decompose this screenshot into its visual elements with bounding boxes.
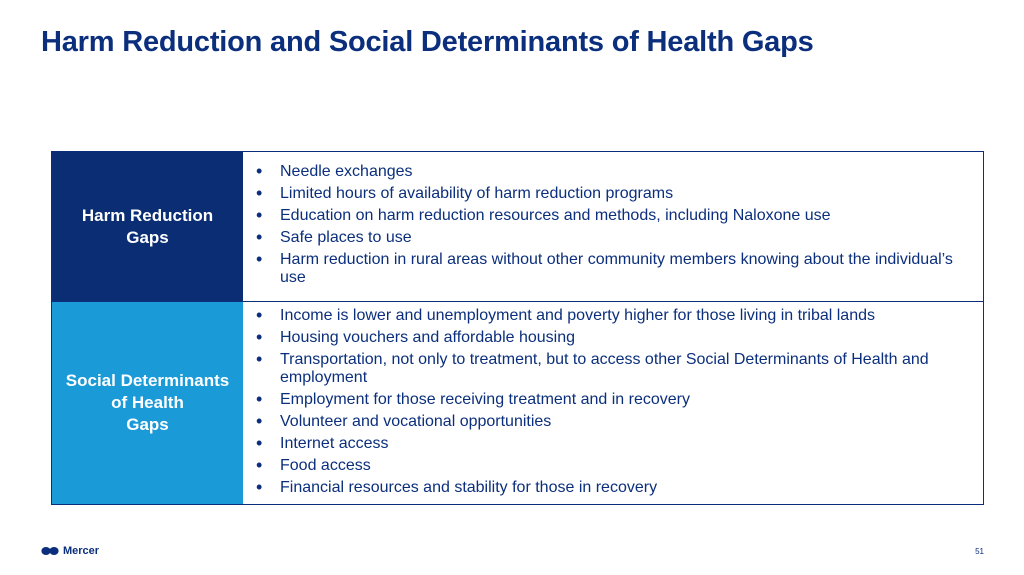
list-item: • Housing vouchers and affordable housing bbox=[256, 329, 973, 347]
harm-reduction-label-line: Harm Reduction bbox=[81, 205, 214, 225]
list-item: • Internet access bbox=[256, 435, 973, 453]
list-item: • Transportation, not only to treatment, but to access other Social Determinants of Health and employment bbox=[256, 351, 973, 387]
mercer-logo-icon bbox=[41, 546, 59, 556]
list-item: • Employment for those receiving treatment and in recovery bbox=[256, 391, 973, 409]
list-item: • Limited hours of availability of harm reduction programs bbox=[256, 185, 973, 203]
list-item: • Volunteer and vocational opportunities bbox=[256, 413, 973, 431]
social-determinants-label-line: Gaps bbox=[126, 415, 169, 434]
social-determinants-label-line: Social Determinants bbox=[65, 371, 230, 390]
harm-reduction-row bbox=[52, 152, 983, 302]
list-item: • Food access bbox=[256, 457, 973, 475]
social-determinants-list bbox=[256, 307, 973, 497]
slide-title: Harm Reduction and Social Determinants of Health Gaps bbox=[41, 26, 814, 58]
harm-reduction-label-line: Gaps bbox=[126, 227, 169, 247]
social-determinants-label bbox=[52, 302, 243, 504]
list-item: • Harm reduction in rural areas without other community members knowing about the individual’s use bbox=[256, 251, 973, 287]
social-determinants-label-line: of Health bbox=[111, 393, 184, 412]
social-determinants-content bbox=[243, 302, 983, 504]
harm-reduction-list bbox=[256, 163, 973, 287]
list-item: • Income is lower and unemployment and poverty higher for those living in tribal lands bbox=[256, 307, 973, 325]
list-item: • Education on harm reduction resources and methods, including Naloxone use bbox=[256, 207, 973, 225]
gaps-table bbox=[51, 151, 984, 505]
social-determinants-row bbox=[52, 302, 983, 504]
harm-reduction-label bbox=[52, 152, 243, 301]
page-number: 51 bbox=[975, 547, 984, 556]
mercer-logo-text: Mercer bbox=[63, 545, 100, 557]
harm-reduction-content bbox=[243, 152, 983, 301]
list-item: • Financial resources and stability for those in recovery bbox=[256, 479, 973, 497]
mercer-logo bbox=[41, 545, 99, 557]
list-item: • Needle exchanges bbox=[256, 163, 973, 181]
list-item: • Safe places to use bbox=[256, 229, 973, 247]
